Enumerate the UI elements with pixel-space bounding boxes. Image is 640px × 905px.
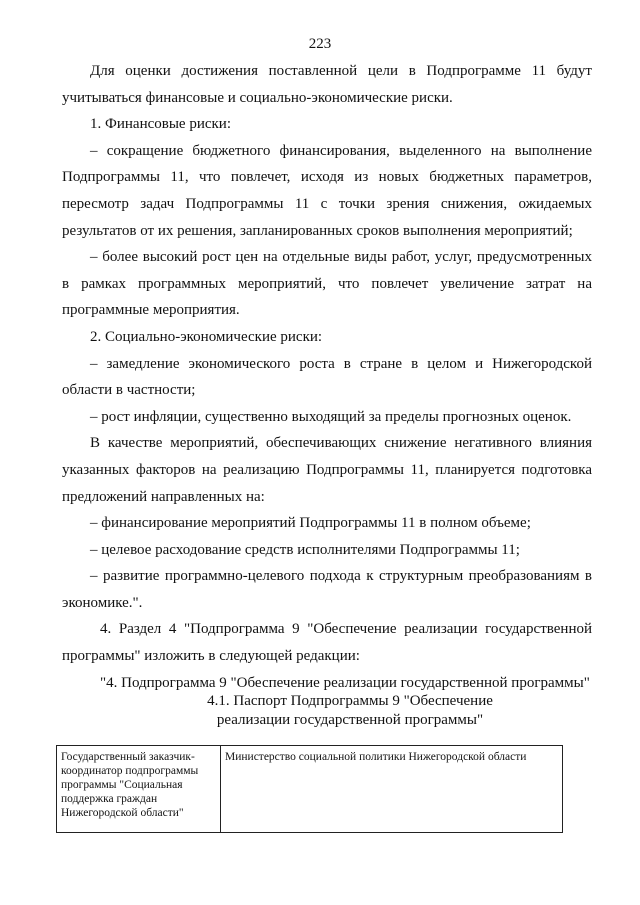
paragraph-financial-risk-2: – более высокий рост цен на отдельные виды работ, услуг, предусмотренных в рамках программных мероприятий, что повлечет увеличение затрат на программные мероприятия.	[62, 249, 592, 319]
paragraph-mitigation-2: – целевое расходование средств исполнителями Подпрограммы 11;	[90, 541, 520, 558]
table-cell-label: Государственный заказчик-координатор подпрограммы программы "Социальная поддержка граждан Нижегородской области"	[57, 746, 221, 833]
paragraph-socio-economic-heading: 2. Социально-экономические риски:	[90, 328, 323, 345]
paragraph-financial-risk-1: – сокращение бюджетного финансирования, выделенного на выполнение Подпрограммы 11, что повлечет, исходя из новых бюджетных параметров, пересмотр задач Подпрограммы 11 с точки зрения снижения, ожидаемых результатов от их решения, запланированных сроков выполнения мероприятий;	[62, 142, 592, 239]
paragraph-financial-risks-heading: 1. Финансовые риски:	[90, 116, 231, 133]
document-body	[62, 58, 592, 696]
paragraph-section-amendment: 4. Раздел 4 "Подпрограмма 9 "Обеспечение реализации государственной программы" изложить в следующей редакции:	[62, 621, 592, 665]
paragraph-socio-economic-risk-2: – рост инфляции, существенно выходящий за пределы прогнозных оценок.	[90, 408, 572, 425]
paragraph-risk-intro: Для оценки достижения поставленной цели в Подпрограмме 11 будут учитываться финансовые и социально-экономические риски.	[62, 63, 592, 106]
paragraph-socio-economic-risk-1: – замедление экономического роста в стране в целом и Нижегородской области в частности;	[62, 355, 592, 399]
passport-table	[56, 745, 563, 833]
page-number: 223	[308, 36, 332, 52]
section-title: 4.1. Паспорт Подпрограммы 9 "Обеспечение реализации государственной программы"	[207, 693, 493, 728]
table-row	[57, 746, 563, 833]
paragraph-mitigation-3: – развитие программно-целевого подхода к структурным преобразованиям в экономике.".	[62, 568, 592, 611]
paragraph-mitigation-intro: В качестве мероприятий, обеспечивающих снижение негативного влияния указанных факторов на реализацию Подпрограммы 11, планируется подготовка предложений направленных на:	[62, 435, 592, 505]
paragraph-subprogram-heading: "4. Подпрограмма 9 "Обеспечение реализации государственной программы"	[100, 674, 590, 691]
paragraph-mitigation-1: – финансирование мероприятий Подпрограммы 11 в полном объеме;	[90, 515, 531, 532]
table-cell-value: Министерство социальной политики Нижегородской области	[221, 746, 563, 833]
